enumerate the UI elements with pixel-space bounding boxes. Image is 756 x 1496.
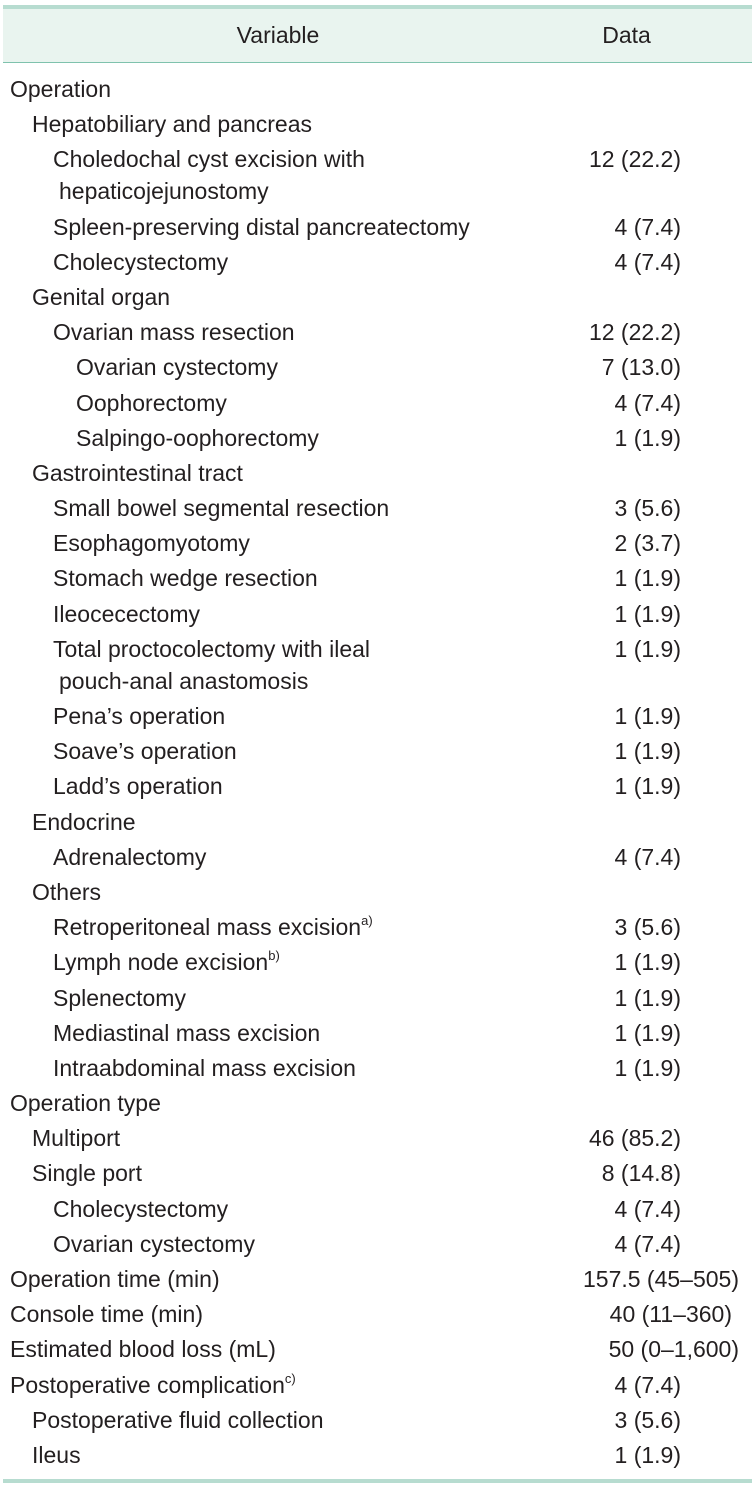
row-value: 12 (22.2)	[588, 146, 681, 173]
table-row	[3, 211, 752, 243]
table-row	[3, 1228, 752, 1260]
table-row	[3, 770, 752, 802]
row-value: 4 (7.4)	[614, 1195, 681, 1222]
row-label: Ovarian cystectomy	[53, 1230, 255, 1257]
row-value: 3 (5.6)	[614, 495, 681, 522]
table-row	[3, 1404, 752, 1436]
row-label: Retroperitoneal mass excision	[53, 914, 362, 941]
row-label-continuation: hepaticojejunostomy	[59, 178, 269, 205]
row-value: 4 (7.4)	[614, 1371, 681, 1398]
row-value	[543, 1087, 752, 1119]
row-value: 1 (1.9)	[614, 1019, 681, 1046]
row-label: Operation time (min)	[10, 1266, 220, 1292]
row-value: 50 (0–1,600)	[608, 1336, 739, 1363]
row-label: Small bowel segmental resection	[53, 495, 390, 522]
row-label: Ovarian cystectomy	[76, 354, 278, 381]
row-label: Lymph node excision	[53, 949, 269, 976]
table-row	[3, 316, 752, 348]
row-value: 1 (1.9)	[614, 773, 681, 800]
table-bottom-rule	[3, 1479, 752, 1483]
row-value: 2 (3.7)	[614, 530, 681, 557]
footnote-marker: b)	[268, 948, 280, 964]
row-label: Others	[32, 878, 102, 905]
row-value: 3 (5.6)	[614, 1406, 681, 1433]
row-value: 1 (1.9)	[614, 949, 681, 976]
row-value: 46 (85.2)	[588, 1125, 681, 1152]
row-value	[543, 73, 752, 105]
table-row	[3, 1333, 752, 1365]
row-label: Splenectomy	[53, 984, 186, 1011]
row-label: Gastrointestinal tract	[32, 459, 243, 486]
table-row	[3, 911, 752, 943]
row-label: Adrenalectomy	[53, 843, 207, 870]
table-row	[3, 143, 752, 207]
row-label: Choledochal cyst excision with	[53, 146, 365, 173]
row-label: Estimated blood loss (mL)	[10, 1336, 276, 1363]
row-label: Endocrine	[32, 808, 136, 835]
table-row	[3, 351, 752, 383]
row-label: Hepatobiliary and pancreas	[32, 111, 313, 138]
table-row	[3, 806, 752, 838]
row-label: Esophagomyotomy	[53, 530, 250, 557]
row-label: Ileocecectomy	[53, 600, 201, 627]
table-row	[3, 876, 752, 908]
row-label: Operation type	[10, 1090, 161, 1117]
row-value: 40 (11–360)	[609, 1301, 732, 1328]
row-label: Console time (min)	[10, 1301, 203, 1328]
table-row	[3, 457, 752, 489]
row-value	[543, 108, 752, 140]
row-value: 1 (1.9)	[614, 1054, 681, 1081]
table-row	[3, 946, 752, 978]
row-label: Cholecystectomy	[53, 248, 229, 275]
table-row	[3, 1052, 752, 1084]
row-value: 4 (7.4)	[614, 389, 681, 416]
row-label: Postoperative fluid collection	[32, 1406, 324, 1433]
header-variable: Variable	[236, 22, 320, 48]
row-value: 8 (14.8)	[601, 1160, 681, 1187]
row-label: Oophorectomy	[76, 389, 227, 416]
header-data: Data	[602, 22, 651, 48]
table-row	[3, 1087, 752, 1119]
data-table	[3, 5, 752, 1483]
row-value: 7 (13.0)	[601, 354, 681, 381]
row-value	[543, 457, 752, 489]
row-value: 1 (1.9)	[614, 600, 681, 627]
row-value: 3 (5.6)	[614, 914, 681, 941]
table-row	[3, 598, 752, 630]
row-value: 1 (1.9)	[614, 703, 681, 729]
table-row	[3, 1193, 752, 1225]
row-label: Spleen-preserving distal pancreatectomy	[53, 213, 470, 240]
row-label: Genital organ	[32, 283, 171, 310]
table-row	[3, 246, 752, 278]
table-row	[3, 700, 752, 732]
table-body	[3, 63, 752, 1471]
row-label-continuation: pouch-anal anastomosis	[59, 667, 309, 694]
row-value	[543, 806, 752, 838]
row-label: Soave’s operation	[53, 738, 237, 765]
row-label: Multiport	[32, 1125, 121, 1152]
table-row	[3, 108, 752, 140]
table-row	[3, 1369, 752, 1401]
table-row	[3, 281, 752, 313]
row-value	[543, 876, 752, 908]
footnote-marker: a)	[361, 913, 373, 929]
table-row	[3, 387, 752, 419]
table-row	[3, 841, 752, 873]
row-label: Salpingo-oophorectomy	[76, 424, 319, 451]
table-row	[3, 1298, 752, 1330]
row-value: 1 (1.9)	[614, 565, 681, 592]
row-value: 4 (7.4)	[614, 213, 681, 240]
table-row	[3, 562, 752, 594]
table-row	[3, 422, 752, 454]
row-value: 1 (1.9)	[614, 424, 681, 451]
table-row	[3, 1017, 752, 1049]
row-label: Single port	[32, 1160, 142, 1187]
row-label: Ladd’s operation	[53, 773, 223, 800]
row-value: 1 (1.9)	[614, 984, 681, 1011]
row-value: 1 (1.9)	[614, 635, 681, 662]
table-row	[3, 982, 752, 1014]
row-label: Mediastinal mass excision	[53, 1019, 321, 1046]
table-row	[3, 527, 752, 559]
table-header	[3, 9, 752, 63]
table-row	[3, 492, 752, 524]
row-value: 4 (7.4)	[614, 843, 681, 870]
row-label: Pena’s operation	[53, 703, 226, 729]
row-label: Postoperative complication	[10, 1371, 285, 1398]
row-label: Intraabdominal mass excision	[53, 1054, 356, 1081]
row-value: 12 (22.2)	[588, 319, 681, 346]
row-value: 4 (7.4)	[614, 1230, 681, 1257]
table-row	[3, 633, 752, 697]
table-row	[3, 1157, 752, 1189]
row-value: 4 (7.4)	[614, 248, 681, 275]
row-value: 1 (1.9)	[614, 1441, 681, 1468]
row-value	[543, 281, 752, 313]
row-label: Operation	[10, 76, 112, 102]
row-label: Cholecystectomy	[53, 1195, 229, 1222]
row-value: 157.5 (45–505)	[582, 1266, 739, 1292]
table-row	[3, 73, 752, 105]
row-label: Stomach wedge resection	[53, 565, 318, 592]
table-row	[3, 1439, 752, 1471]
row-label: Ileus	[32, 1441, 81, 1468]
row-value: 1 (1.9)	[614, 738, 681, 765]
table-row	[3, 735, 752, 767]
row-label: Total proctocolectomy with ileal	[53, 635, 371, 662]
footnote-marker: c)	[284, 1370, 296, 1386]
table-row	[3, 1122, 752, 1154]
table-row	[3, 1263, 752, 1295]
row-label: Ovarian mass resection	[53, 319, 295, 346]
